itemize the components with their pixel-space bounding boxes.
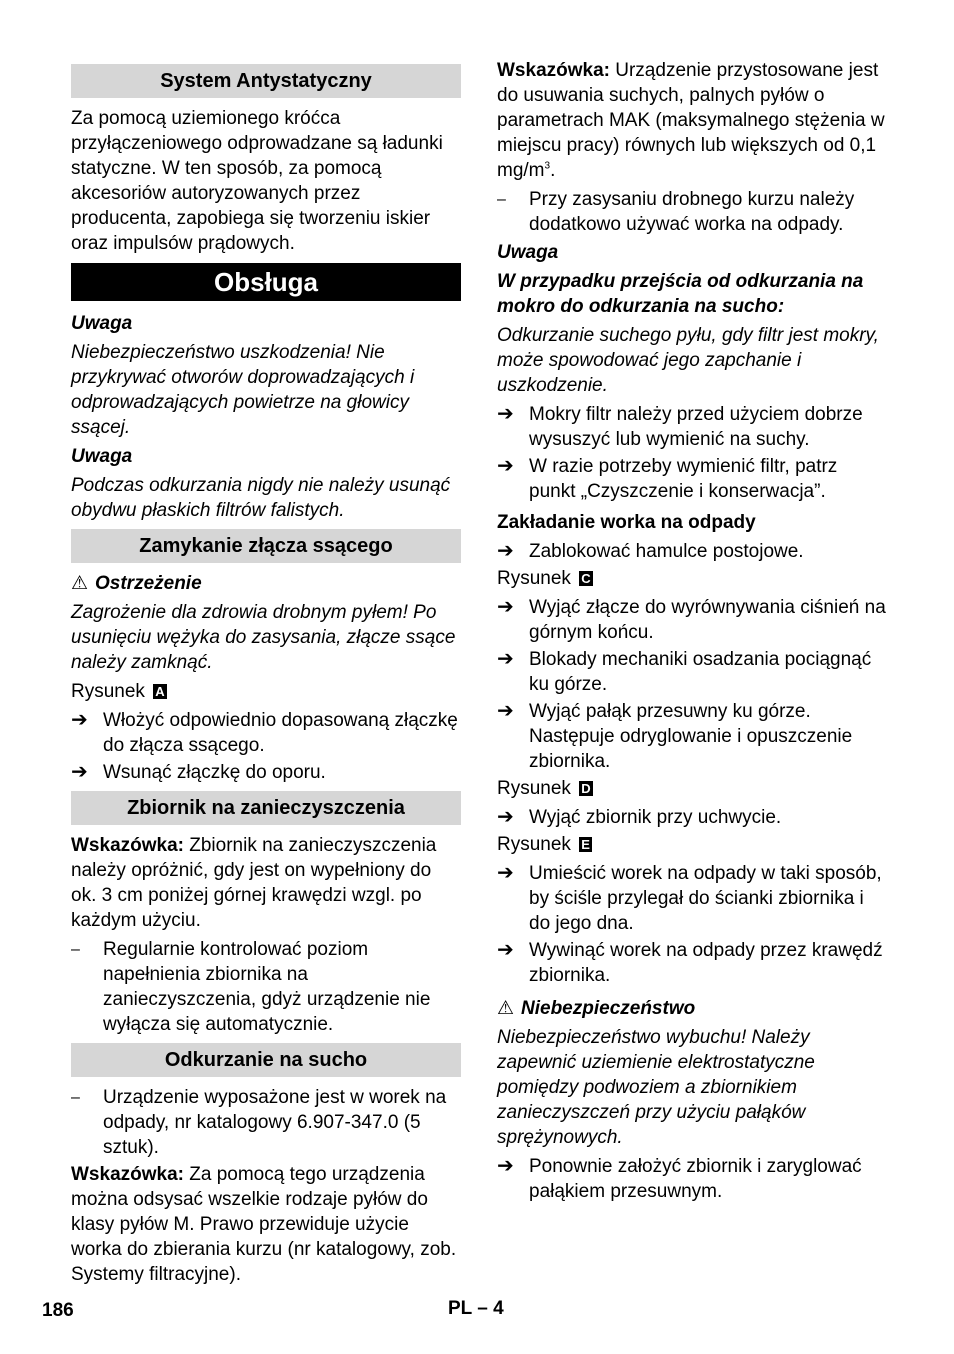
list-item: ➔ Zablokować hamulce postojowe. (497, 540, 804, 562)
warning-heading (71, 571, 461, 596)
arrow-right-icon: ➔ (497, 1155, 514, 1177)
figure-reference: Rysunek C (497, 568, 591, 589)
figure-letter-badge: A (155, 684, 165, 699)
figure-reference (71, 679, 461, 704)
arrow-right-icon: ➔ (497, 596, 514, 618)
caution-text: Odkurzanie suchego pyłu, gdy filtr jest mokry, może spowodować jego zapchanie i uszkodzenie. (497, 325, 879, 396)
list-item: ➔ Blokady mechaniki osadzania pociągnąć ku górze. (497, 648, 872, 695)
subheading-bag-install: Zakładanie worka na odpady (497, 512, 756, 533)
page-language-marker: PL – 4 (448, 1298, 504, 1319)
list-item: – Przy zasysaniu drobnego kurzu należy dodatkowo używać worka na odpady. (497, 189, 855, 235)
arrow-right-icon: ➔ (71, 761, 88, 783)
caution-text: Niebezpieczeństwo uszkodzenia! Nie przykrywać otworów doprowadzających i odprowadzających powietrze na głowicy ssącej. (71, 342, 415, 438)
list-item: ➔ Mokry filtr należy przed użyciem dobrze wysuszyć lub wymienić na suchy. (497, 403, 863, 450)
dash-marker: – (71, 1089, 80, 1106)
arrow-right-icon: ➔ (497, 648, 514, 670)
left-column (71, 58, 461, 1291)
warning-triangle-icon: ⚠ (497, 998, 515, 1019)
list-item: – Urządzenie wyposażone jest w worek na odpady, nr katalogowy 6.907-347.0 (5 sztuk). (71, 1087, 447, 1158)
caution-label: Uwaga (71, 446, 133, 467)
list-item: ➔ Wyjąć złącze do wyrównywania ciśnień na górnym końcu. (497, 596, 886, 643)
arrow-right-icon: ➔ (497, 700, 514, 722)
list-item: ➔ W razie potrzeby wymienić filtr, patrz punkt „Czyszczenie i konserwacja”. (497, 455, 838, 502)
figure-reference: Rysunek D (497, 778, 591, 799)
list-item: ➔ Umieścić worek na odpady w taki sposób, by ściśle przylegał do ścianki zbiornika i do jego dna. (497, 862, 882, 934)
list-item: ➔ Ponownie założyć zbiornik i zaryglować pałąkiem przesuwnym. (497, 1155, 862, 1202)
warning-text: Zagrożenie dla zdrowia drobnym pyłem! Po usunięciu wężyka do zasysania, złącze ssące należy zamknąć. (71, 602, 456, 673)
figure-letter-badge: C (581, 571, 591, 586)
tank-note: Wskazówka: Zbiornik na zanieczyszczenia należy opróżnić, gdy jest on wypełniony do ok. 3 cm poniżej górnej krawędzi wzgl. po każdym użyciu. (71, 835, 437, 931)
warning-triangle-icon: ⚠ (71, 573, 89, 594)
danger-heading (497, 996, 889, 1021)
arrow-right-icon: ➔ (71, 709, 88, 731)
dry-note: Wskazówka: Za pomocą tego urządzenia można odsysać wszelkie rodzaje pyłów do klasy pyłów M. Prawo przewiduje użycie worka do zbierania kurzu (nr katalogowy, zob. Systemy filtracyjne). (71, 1164, 457, 1285)
list-item: ➔ Wyjąć zbiornik przy uchwycie. (497, 806, 782, 828)
arrow-right-icon: ➔ (497, 939, 514, 961)
section-heading-suction-closure: Zamykanie złącza ssącego (71, 529, 461, 563)
warning-label: Ostrzeżenie (95, 573, 202, 594)
figure-letter-badge: D (581, 781, 591, 796)
list-item: – Regularnie kontrolować poziom napełnienia zbiornika na zanieczyszczenia, gdyż urządzenie nie wyłącza się automatycznie. (71, 939, 431, 1035)
mak-note: Wskazówka: Urządzenie przystosowane jest do usuwania suchych, palnych pyłów o parametrach MAK (maksymalnego stężenia w miejscu pracy) równych lub większych od 0,1 $mg/m^3$. (497, 60, 885, 181)
arrow-right-icon: ➔ (497, 862, 514, 884)
dash-marker: – (497, 191, 506, 208)
figure-letter-badge: E (581, 837, 590, 852)
caution-label: Uwaga (71, 313, 133, 334)
figure-reference: Rysunek E (497, 834, 590, 855)
main-heading-operation: Obsługa (71, 263, 461, 301)
list-item: ➔ Wywinąć worek na odpady przez krawędź zbiornika. (497, 939, 883, 986)
danger-label: Niebezpieczeństwo (521, 998, 696, 1019)
caution-text: Podczas odkurzania nigdy nie należy usunąć obydwu płaskich filtrów falistych. (71, 475, 451, 521)
caution-bold-text: W przypadku przejścia od odkurzania na mokro do odkurzania na sucho: (497, 271, 864, 317)
page-number: 186 (42, 1300, 74, 1321)
list-item: ➔ Włożyć odpowiednio dopasowaną złączkę do złącza ssącego. (71, 709, 458, 756)
right-column (497, 58, 889, 1206)
arrow-right-icon: ➔ (497, 540, 514, 562)
dash-marker: – (71, 941, 80, 958)
danger-text: Niebezpieczeństwo wybuchu! Należy zapewnić uziemienie elektrostatyczne pomiędzy podwoziem a zbiornikiem zanieczyszczeń przy użyciu pałąków sprężynowych. (497, 1027, 815, 1148)
list-item: ➔ Wsunąć złączkę do oporu. (71, 761, 326, 783)
list-item: ➔ Wyjąć pałąk przesuwny ku górze. Następuje odryglowanie i opuszczenie zbiornika. (497, 700, 853, 772)
arrow-right-icon: ➔ (497, 455, 514, 477)
section-heading-dry-vacuuming: Odkurzanie na sucho (71, 1043, 461, 1077)
arrow-right-icon: ➔ (497, 806, 514, 828)
section-heading-antistatic: System Antystatyczny (71, 64, 461, 98)
caution-label: Uwaga (497, 242, 559, 263)
section-heading-dirt-tank: Zbiornik na zanieczyszczenia (71, 791, 461, 825)
figure-word: Rysunek (71, 681, 145, 702)
antistatic-text: Za pomocą uziemionego króćca przyłączeniowego odprowadzane są ładunki statyczne. W ten sposób, za pomocą akcesoriów autoryzowanych przez producenta, zapobiega się tworzeniu iskier oraz impulsów prądowych. (71, 108, 443, 254)
arrow-right-icon: ➔ (497, 403, 514, 425)
